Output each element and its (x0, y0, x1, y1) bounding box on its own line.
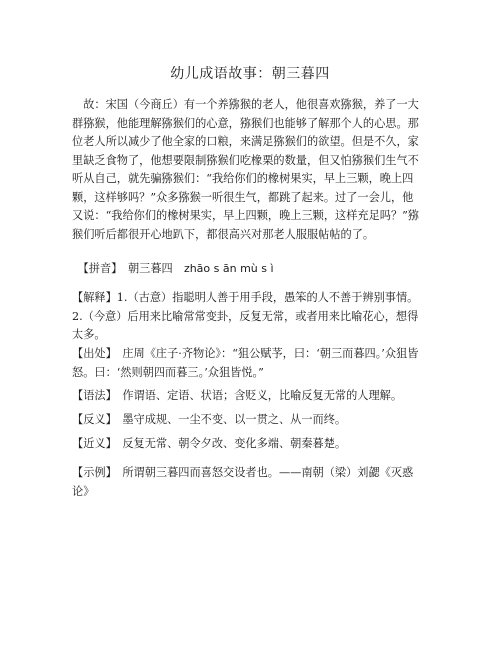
antonym-text: 墨守成规、一尘不变、以一贯之、从一而终。 (122, 413, 347, 426)
synonym-label: 【近义】 (72, 437, 117, 450)
pinyin-text: zhāo s ān mù s ì (183, 262, 274, 275)
pinyin-idiom: 朝三暮四 (127, 262, 173, 275)
example-section (72, 464, 422, 501)
synonym-text: 反复无常、朝令夕改、变化多端、朝秦暮楚。 (122, 437, 347, 450)
source-label: 【出处】 (72, 347, 117, 360)
source-text: 庄周《庄子·齐物论》：“狙公赋芧，曰：‘朝三而暮四。’众狙皆怒。曰：‘然则朝四而暮三。’众狙皆悦。” (72, 347, 419, 379)
grammar-section (72, 387, 422, 406)
explain-section (72, 289, 422, 345)
page-title: 幼儿成语故事：朝三暮四 (170, 66, 330, 82)
antonym-section (72, 411, 422, 430)
grammar-text: 作谓语、定语、状语；含贬义，比喻反复无常的人理解。 (122, 389, 403, 402)
explain-label: 【解释】 (72, 291, 117, 304)
source-section (72, 345, 422, 382)
story-paragraph (72, 96, 422, 244)
pinyin-section (72, 260, 422, 279)
story-text: 故：宋国（今商丘）有一个养猕猴的老人，他很喜欢猕猴，养了一大群猕猴，他能理解猕猴们的心意，猕猴们也能够了解那个人的心思。那位老人所以减少了他全家的口粮，来满足猕猴们的欲望。但是不久，家里缺乏食物了，他想要限制猕猴们吃橡栗的数量，但又怕猕猴们生气不听从自己，就先骗猕猴们：“我给你们的橡树果实，早上三颗，晚上四颗，这样够吗？”众多猕猴一听很生气，都跳了起来。过了一会儿，他又说：“我给你们的橡树果实，早上四颗，晚上三颗，这样充足吗？”猕猴们听后都很开心地趴下，都很高兴对那老人服服帖帖的了。 (72, 98, 420, 241)
synonym-section (72, 435, 422, 454)
antonym-label: 【反义】 (72, 413, 117, 426)
example-text: 所谓朝三暮四而喜怒交设者也。——南朝（梁）刘勰《灭惑论》 (72, 466, 414, 498)
explain-text: 1.（古意）指聪明人善于用手段，愚笨的人不善于辨别事情。2.（今意）后用来比喻常常变卦，反复无常，或者用来比喻花心，想得太多。 (72, 291, 419, 341)
grammar-label: 【语法】 (72, 389, 117, 402)
example-label: 【示例】 (72, 466, 117, 479)
pinyin-label: 【拼音】 (83, 262, 117, 275)
